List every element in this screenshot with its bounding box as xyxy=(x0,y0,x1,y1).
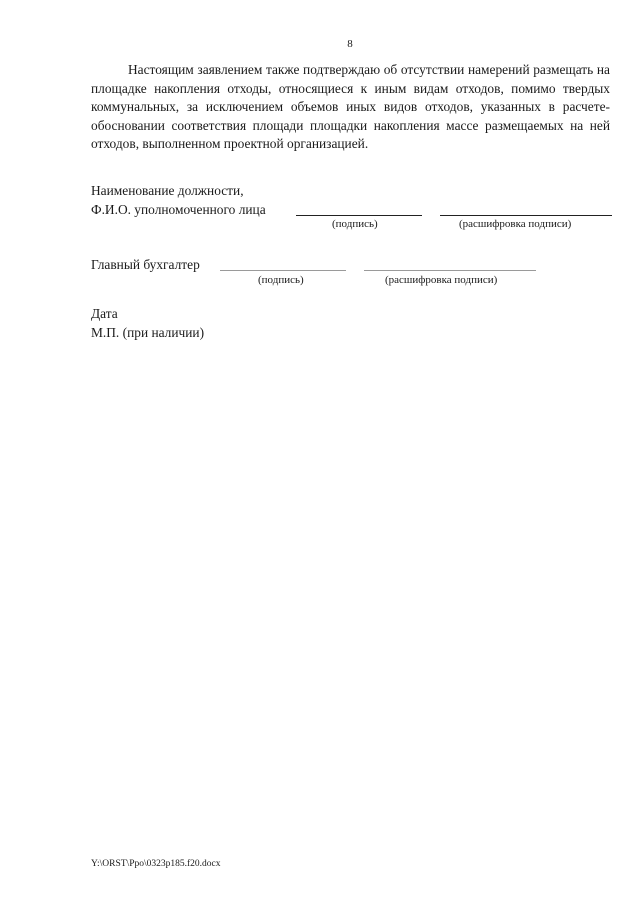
statement-paragraph: Настоящим заявлением также подтверждаю об отсутствии намерений размещать на площадке накопления отходы, относящиеся к иным видам отходов, помимо твердых коммунальных, за исключением объемов иных видов отходов, указанных в расчете-обосновании соответствия площади площадки накопления массе размещаемых на ней отходов, выполненном проектной организацией. xyxy=(91,62,610,151)
accountant-decoding-caption: (расшифровка подписи) xyxy=(385,274,498,286)
accountant-signature-caption: (подпись) xyxy=(258,274,304,286)
position-label: Наименование должности, xyxy=(91,183,244,198)
authorized-person-label: Ф.И.О. уполномоченного лица xyxy=(91,202,266,217)
authorized-decoding-caption: (расшифровка подписи) xyxy=(459,218,572,230)
seal-label: М.П. (при наличии) xyxy=(91,325,205,340)
page-number: 8 xyxy=(347,38,353,50)
chief-accountant-label: Главный бухгалтер xyxy=(91,257,200,272)
file-path-footer: Y:\ORST\Ppo\0323p185.f20.docx xyxy=(91,859,221,869)
authorized-decoding-line xyxy=(440,215,612,216)
accountant-decoding-line xyxy=(364,270,536,271)
authorized-signature-line xyxy=(296,215,422,216)
accountant-signature-line xyxy=(220,270,346,271)
date-label: Дата xyxy=(91,306,118,321)
authorized-signature-caption: (подпись) xyxy=(332,218,378,230)
